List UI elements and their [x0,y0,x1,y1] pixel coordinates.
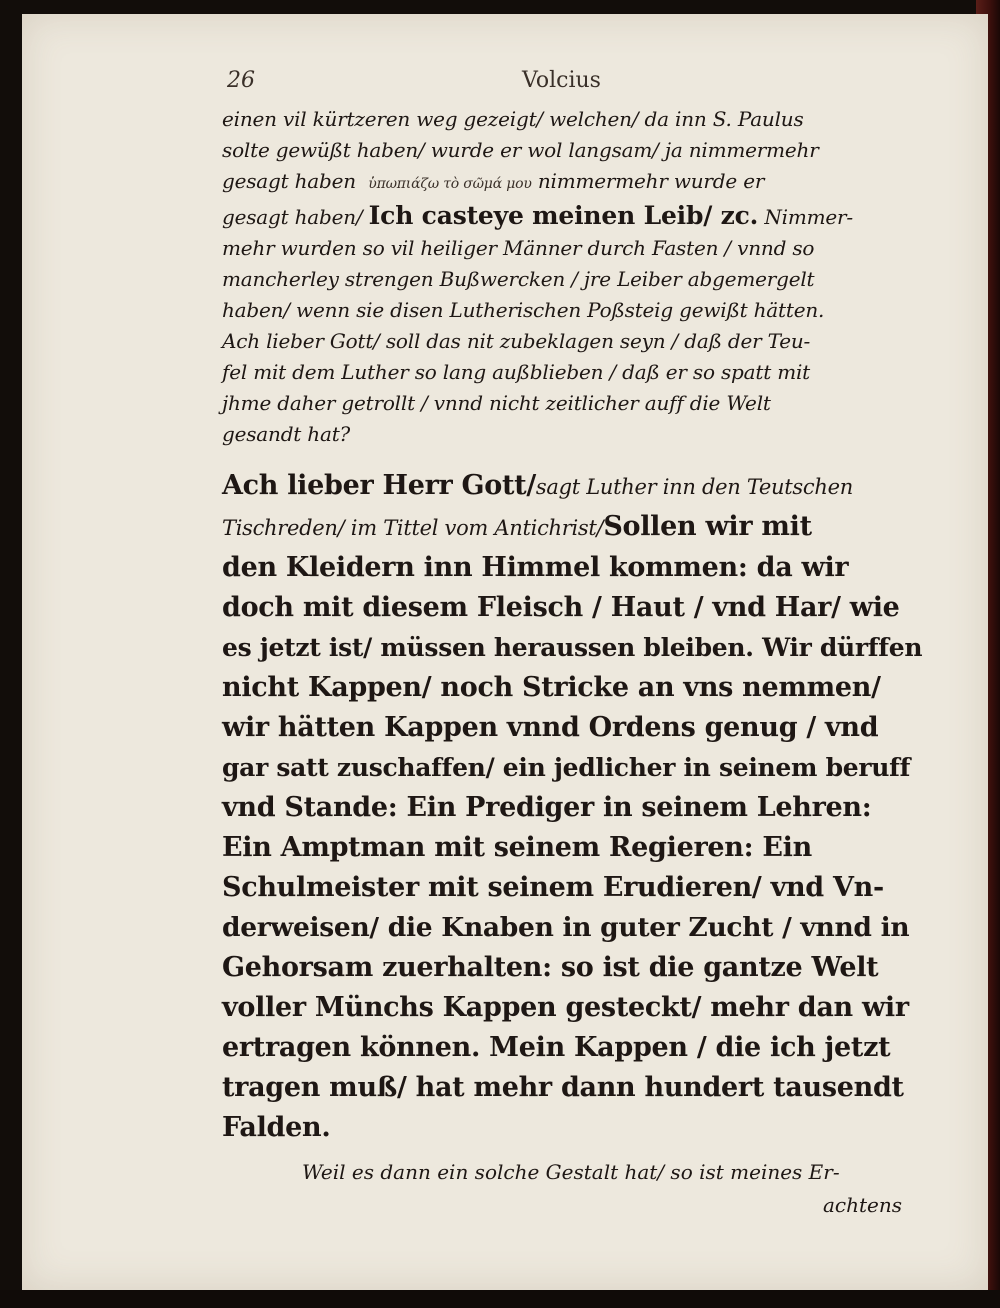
text-segment: Ach lieber Herr Gott/ [222,470,536,501]
text-line [222,507,922,548]
text-line: vnd Stande: Ein Prediger in seinem Lehren: [222,792,872,823]
text-line: mancherley strengen Bußwercken / jre Leiber abgemergelt [222,267,815,291]
text-line: Ein Amptman mit seinem Regieren: Ein [222,832,812,863]
text-segment: gesagt haben [222,169,356,193]
text-line: Gehorsam zuerhalten: so ist die gantze Welt [222,952,879,983]
text-segment: gesagt haben/ [222,205,363,229]
catchword: achtens [822,1193,902,1217]
text-line: nicht Kappen/ noch Stricke an vns nemmen/ [222,672,881,703]
text-line [222,166,922,200]
greek-quotation: ὑπωπιάζω τὸ σῶμά μου [368,176,532,192]
text-line: Weil es dann ein solche Gestalt hat/ so ist meines Er- [302,1160,840,1184]
text-line [222,200,922,233]
text-line: es jetzt ist/ müssen heraussen bleiben. Wir dürffen [222,633,923,662]
page-header [22,68,988,98]
text-line: den Kleidern inn Himmel kommen: da wir [222,552,849,583]
paragraph-2-luther-quote [222,466,922,1148]
text-segment: nimmermehr wurde er [537,169,765,193]
text-segment: Tischreden/ im Tittel vom Antichrist/ [222,516,604,540]
text-line: gesandt hat? [222,422,351,446]
body-text [222,104,922,1222]
text-line: gar satt zuschaffen/ ein jedlicher in seinem beruff [222,753,911,782]
text-line: Falden. [222,1112,331,1143]
text-segment: sagt Luther inn den Teutschen [535,475,853,499]
text-line [222,466,922,507]
text-line: mehr wurden so vil heiliger Männer durch Fasten / vnnd so [222,236,815,260]
text-line: voller Münchs Kappen gesteckt/ mehr dan wir [222,992,909,1023]
page-number: 26 [227,68,255,93]
text-line: einen vil kürtzeren weg gezeigt/ welchen/ da inn S. Paulus [222,107,804,131]
text-line: Ach lieber Gott/ soll das nit zubeklagen seyn / daß der Teu- [222,329,811,353]
paragraph-1 [222,104,922,450]
text-line: solte gewüßt haben/ wurde er wol langsam/ ja nimmermehr [222,138,819,162]
text-line: jhme daher getrollt / vnnd nicht zeitlicher auff die Welt [222,391,771,415]
text-line: fel mit dem Luther so lang außblieben / daß er so spatt mit [222,360,811,384]
paragraph-3 [222,1156,922,1222]
text-segment: Nimmer- [764,205,853,229]
emphasized-quote: Ich casteye meinen Leib/ zc. [368,201,759,230]
running-head: Volcius [522,68,601,93]
text-line: derweisen/ die Knaben in guter Zucht / vnnd in [222,912,910,943]
paper-page [22,14,988,1290]
text-line: tragen muß/ hat mehr dann hundert tausendt [222,1072,904,1103]
scan-bottom-border [0,1290,1000,1308]
text-line: ertragen können. Mein Kappen / die ich jetzt [222,1032,891,1063]
text-line: doch mit diesem Fleisch / Haut / vnd Har/ wie [222,592,900,623]
text-line: haben/ wenn sie disen Lutherischen Poßsteig gewißt hätten. [222,298,825,322]
text-line: wir hätten Kappen vnnd Ordens genug / vnd [222,712,879,743]
text-segment: Sollen wir mit [603,511,812,542]
text-line: Schulmeister mit seinem Erudieren/ vnd Vn- [222,872,884,903]
